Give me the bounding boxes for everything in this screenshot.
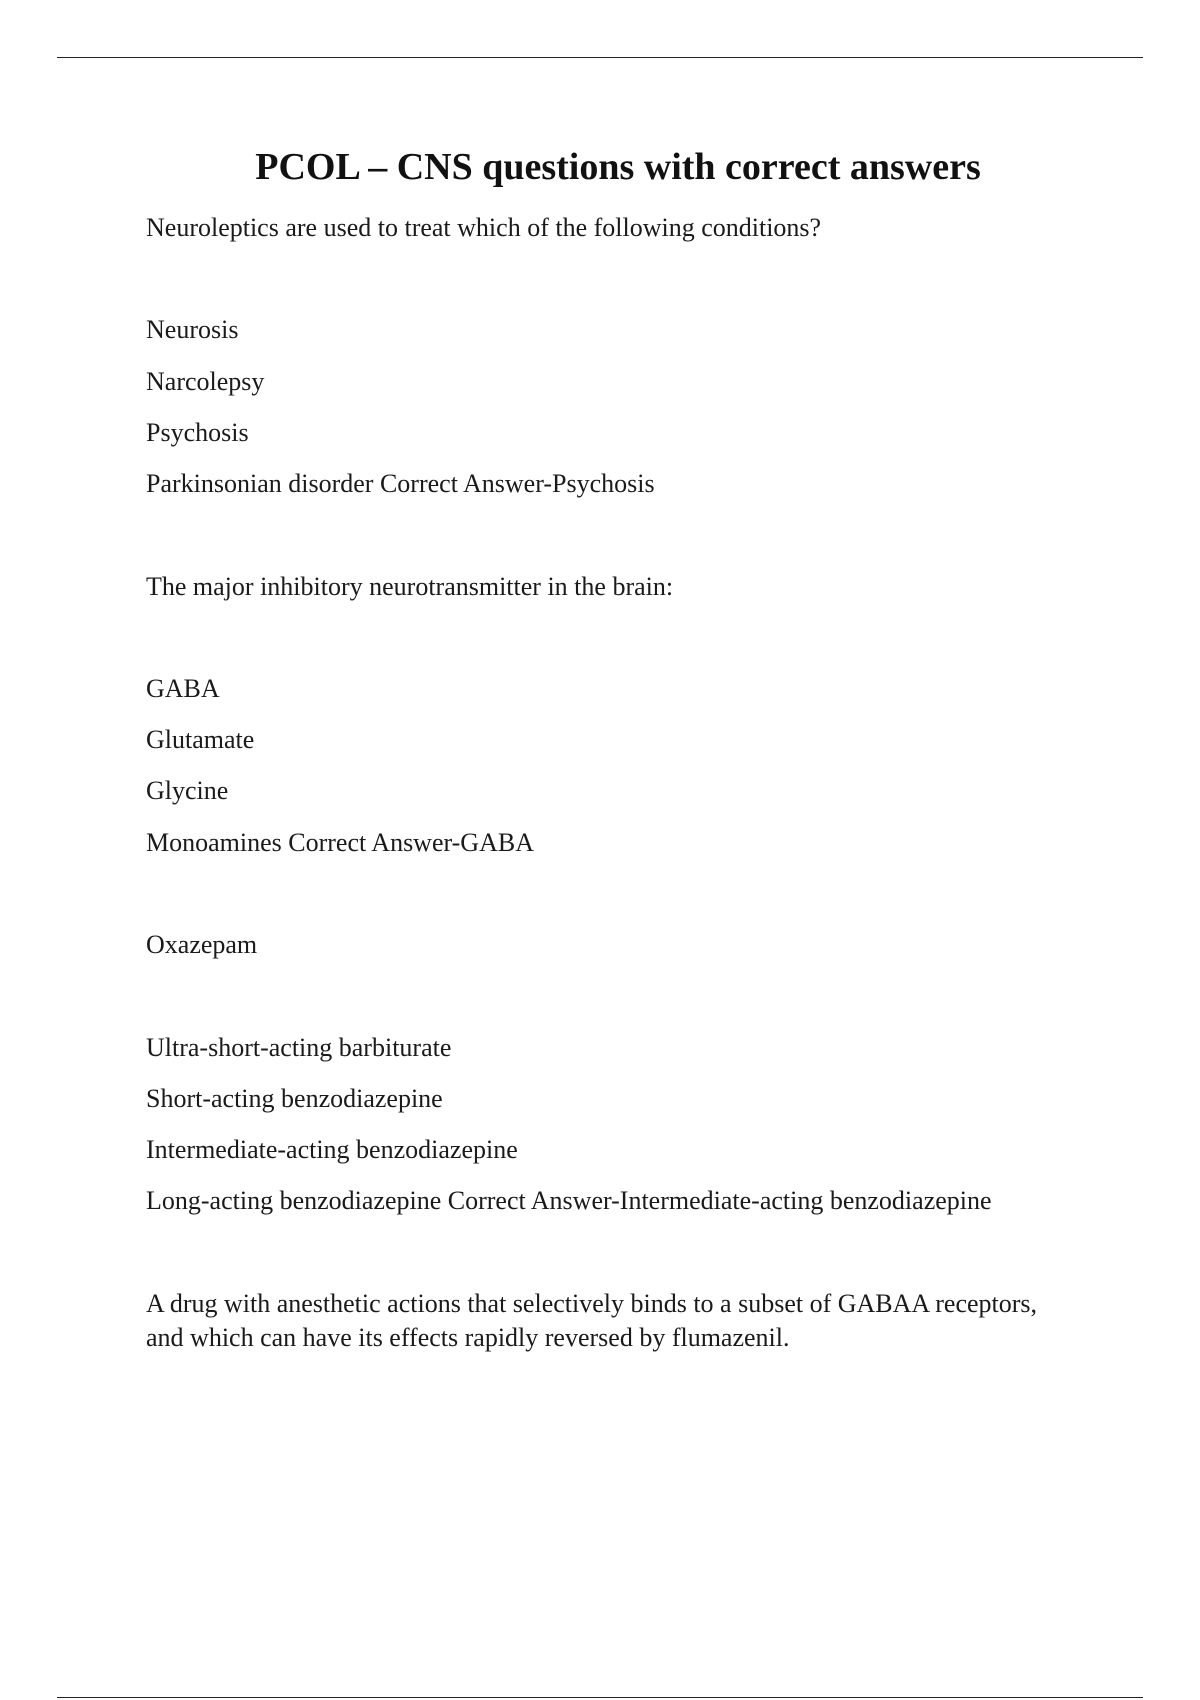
top-rule: [57, 57, 1143, 58]
question-1-option-3: Psychosis: [146, 418, 249, 447]
question-3-option-4-answer: Long-acting benzodiazepine Correct Answer-Intermediate-acting benzodiazepine: [146, 1186, 992, 1215]
question-2-option-4-answer: Monoamines Correct Answer-GABA: [146, 828, 534, 857]
question-1-prompt: Neuroleptics are used to treat which of the following conditions?: [146, 213, 822, 242]
question-2-prompt: The major inhibitory neurotransmitter in the brain:: [146, 572, 674, 601]
question-4-prompt: A drug with anesthetic actions that selectively binds to a subset of GABAA receptors, and which can have its effects rapidly reversed by flumazenil.: [146, 1289, 1038, 1352]
question-2-option-1: GABA: [146, 674, 220, 703]
question-1-option-1: Neurosis: [146, 315, 239, 344]
question-3-prompt: Oxazepam: [146, 930, 258, 959]
page-title: PCOL – CNS questions with correct answers: [255, 146, 981, 188]
question-2-option-2: Glutamate: [146, 725, 255, 754]
question-3-option-2: Short-acting benzodiazepine: [146, 1084, 443, 1113]
question-3-option-3: Intermediate-acting benzodiazepine: [146, 1135, 518, 1164]
question-1-option-2: Narcolepsy: [146, 367, 265, 396]
question-1-option-4-answer: Parkinsonian disorder Correct Answer-Psychosis: [146, 469, 655, 498]
question-2-option-3: Glycine: [146, 776, 229, 805]
bottom-rule: [57, 1697, 1143, 1698]
question-3-option-1: Ultra-short-acting barbiturate: [146, 1033, 452, 1062]
